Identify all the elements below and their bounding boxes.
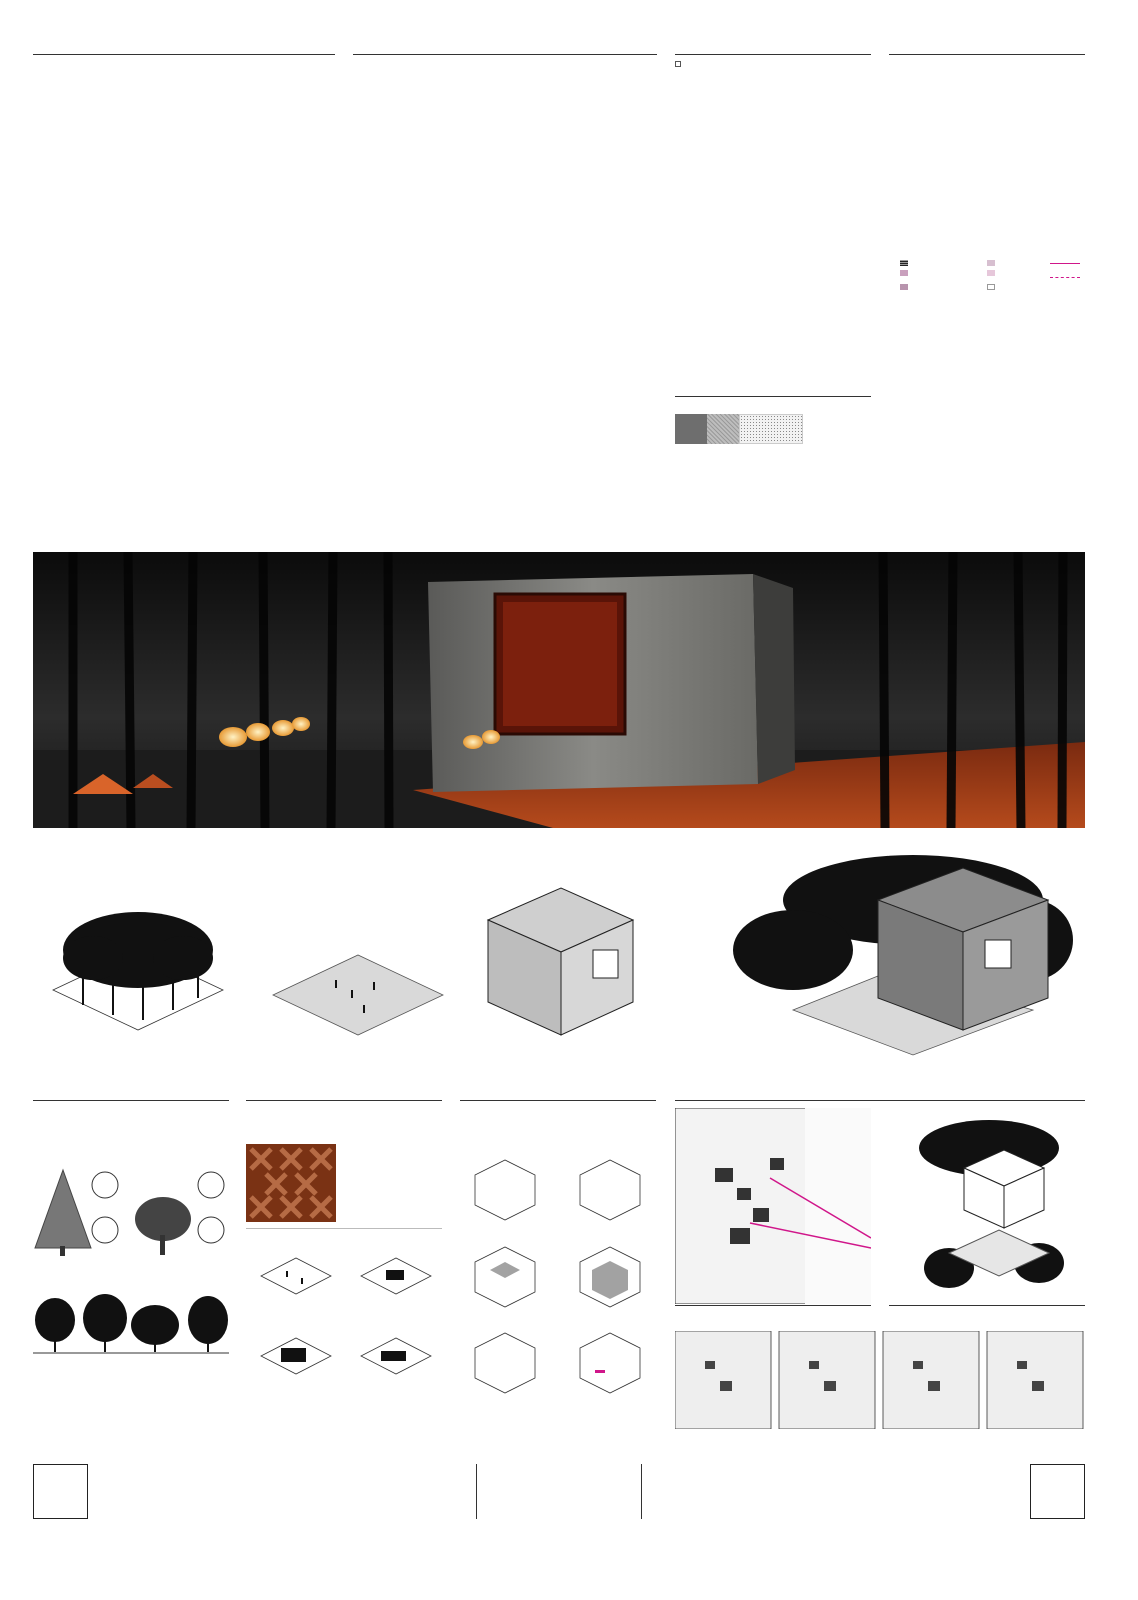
mytiny-rule — [246, 1228, 442, 1229]
pie-buk-nat — [196, 1215, 226, 1245]
analyza-rule — [889, 54, 1085, 55]
footer-divider — [476, 1464, 477, 1519]
proc-bar-mytiny — [707, 414, 739, 444]
ekosystem-rule — [675, 1305, 871, 1306]
no-iso-grid-bottom — [33, 280, 335, 440]
ekosystem-rule — [889, 1305, 1085, 1306]
night-render — [33, 552, 1085, 828]
sheet-number-box — [33, 1464, 88, 1519]
pie-buk-now — [196, 1170, 226, 1200]
legend-swatch — [987, 260, 995, 266]
site-analysis-map — [893, 60, 1083, 255]
footer-divider — [641, 1464, 642, 1519]
legend-swatch — [987, 284, 995, 290]
pie-smrk-now — [90, 1170, 120, 1200]
legend-swatch — [900, 270, 908, 276]
mistnosti-diagrams — [460, 1150, 656, 1420]
divocina-rule — [33, 1100, 229, 1101]
pie-smrk-nat — [90, 1215, 120, 1245]
legend-line — [1050, 277, 1080, 278]
program-pixel-diagram — [675, 82, 871, 382]
buk-tree — [133, 1195, 193, 1257]
pixel-legend-swatch — [675, 61, 681, 67]
smrk-tree — [33, 1168, 93, 1258]
demolition-map — [898, 302, 1083, 472]
ekosystem-rule — [675, 1100, 1085, 1101]
equation-diagram — [33, 840, 1085, 1065]
legend-line — [1050, 263, 1080, 264]
legend-swatch — [900, 260, 908, 266]
no-rule — [33, 54, 335, 55]
program-rule — [675, 54, 871, 55]
legend-swatch — [987, 270, 995, 276]
mytiny-rule — [246, 1100, 442, 1101]
logo-box — [1030, 1464, 1085, 1519]
ecosystem-map — [675, 1108, 871, 1304]
tree-silhouettes — [33, 1290, 229, 1360]
program-rule — [675, 396, 871, 397]
ano-steps-diagram — [353, 60, 657, 520]
analysis-legend — [898, 260, 1088, 300]
proc-bar-divocina — [739, 414, 803, 444]
grouping-options — [675, 1331, 1085, 1429]
mistnosti-rule — [460, 1100, 656, 1101]
koberec-texture — [246, 1144, 336, 1222]
ecosystem-node — [889, 1108, 1085, 1304]
mytiny-activities — [246, 1236, 442, 1426]
ano-rule — [353, 54, 657, 55]
no-iso-grid-top — [33, 60, 335, 220]
proc-bar-mistnosti — [675, 414, 707, 444]
legend-swatch — [900, 284, 908, 290]
